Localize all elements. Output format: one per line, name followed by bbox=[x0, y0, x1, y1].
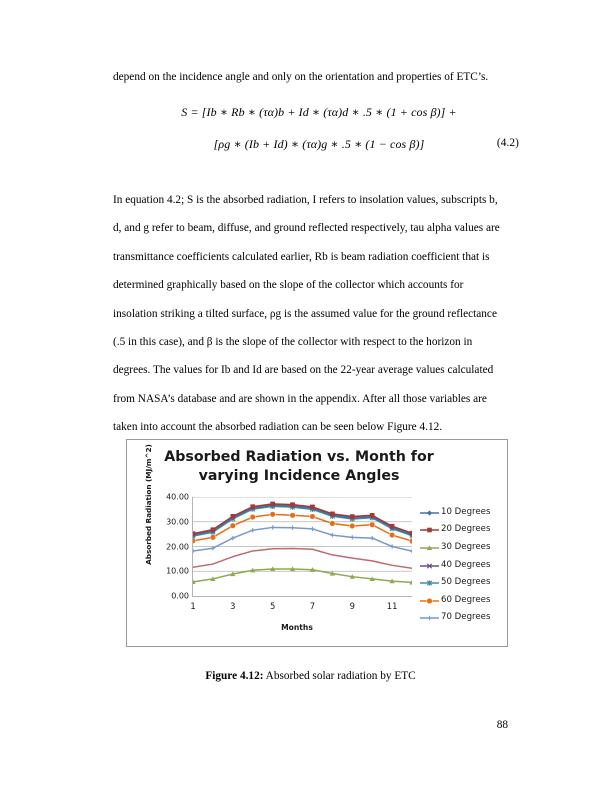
chart-title-line-2: varying Incidence Angles bbox=[198, 468, 400, 484]
series-line bbox=[193, 548, 412, 568]
data-point-circle bbox=[409, 538, 412, 544]
equation-4-2 bbox=[113, 105, 519, 152]
legend-item[interactable] bbox=[419, 503, 509, 521]
data-point-circle bbox=[427, 598, 433, 604]
x-axis-tick-label: 7 bbox=[309, 601, 316, 611]
data-point-diamond bbox=[427, 510, 432, 515]
x-axis-tick-label: 1 bbox=[190, 601, 196, 611]
data-point-circle bbox=[330, 521, 336, 527]
legend-item[interactable] bbox=[419, 609, 509, 627]
y-axis-tick-label: 40.00 bbox=[166, 492, 189, 502]
x-axis-tick-label: 5 bbox=[269, 601, 276, 611]
y-axis-tick-label: 0.00 bbox=[171, 591, 189, 601]
data-point-circle bbox=[310, 514, 316, 520]
data-point-square bbox=[390, 524, 395, 529]
legend-marker-triangle-icon bbox=[419, 541, 440, 553]
explanatory-paragraph bbox=[113, 186, 508, 442]
y-axis-tick-label: 30.00 bbox=[166, 517, 189, 527]
equation-line-1: S = [Ib ∗ Rb ∗ (τα)b + Id ∗ (τα)d ∗ .5 ∗ (1 + cos β)] + bbox=[181, 105, 457, 119]
figure-caption-label: Figure 4.12: bbox=[205, 670, 264, 682]
data-point-circle bbox=[250, 514, 256, 520]
data-point-square bbox=[370, 513, 375, 518]
paragraph-text: In equation 4.2; S is the absorbed radiation, I refers to insolation values, subscripts b, d, and g refer to beam, diffuse, and ground reflected respectively, tau alpha values are transmittance coefficients calculated earlier, Rb is beam radiation coefficient that is determined graphically based on the slope of the collector which accounts for insolation striking a tilted surface, ρg is the assumed value for the ground reflectance (.5 in this case), and β is the slope of the collector with respect to the horizon in degrees. The values for Ib and Id are based on the 22-year average values calculated from NASA’s database and are shown in the appendix. After all those variables are taken into account the absorbed radiation can be seen below Figure 4.12. bbox=[113, 194, 500, 434]
legend-marker-asterisk-icon bbox=[419, 576, 440, 588]
x-axis-tick-label: 9 bbox=[349, 601, 355, 611]
legend-label: 20 Degrees bbox=[441, 524, 491, 535]
data-point-square bbox=[270, 502, 275, 507]
data-point-square bbox=[231, 514, 236, 519]
y-axis-tick-label: 20.00 bbox=[166, 542, 189, 551]
data-point-square bbox=[250, 504, 255, 509]
legend-marker-plus-icon bbox=[419, 611, 440, 623]
legend-item[interactable] bbox=[419, 556, 509, 574]
equation-number: (4.2) bbox=[496, 137, 519, 149]
chart-title bbox=[149, 448, 449, 486]
legend-marker-cross-icon bbox=[419, 559, 440, 571]
chart-title-line-1: Absorbed Radiation vs. Month for bbox=[164, 449, 434, 465]
legend-item[interactable] bbox=[419, 591, 509, 609]
data-point-square bbox=[410, 531, 412, 536]
plot-area bbox=[166, 492, 412, 611]
x-axis-tick-label: 3 bbox=[230, 601, 236, 611]
page-number: 88 bbox=[496, 719, 508, 731]
data-point-circle bbox=[290, 513, 296, 519]
series-30-degrees bbox=[193, 566, 412, 584]
data-point-circle bbox=[193, 538, 196, 544]
data-point-square bbox=[427, 528, 432, 533]
legend-label: 40 Degrees bbox=[441, 559, 491, 570]
y-axis-title: Absorbed Radiation (MJ/m^2) bbox=[144, 444, 153, 565]
equation-line-2 bbox=[125, 137, 519, 152]
equation-line-2-text: [ρg ∗ (Ib + Id) ∗ (τα)g ∗ .5 ∗ (1 − cos β)] bbox=[213, 137, 425, 151]
plot-lines bbox=[193, 497, 412, 596]
figure-caption-text: Absorbed solar radiation by ETC bbox=[263, 670, 416, 682]
legend-label: 70 Degrees bbox=[441, 612, 491, 623]
data-point-circle bbox=[270, 512, 276, 518]
y-axis-tick-label: 10.00 bbox=[166, 566, 189, 576]
legend-marker-square-icon bbox=[419, 523, 440, 535]
x-axis-tick-label: 11 bbox=[386, 601, 398, 611]
legend-marker-diamond-icon bbox=[419, 506, 440, 518]
figure-caption bbox=[113, 670, 508, 682]
series-diffuse-band bbox=[193, 548, 412, 568]
data-point-square bbox=[193, 531, 195, 536]
legend-label: 30 Degrees bbox=[441, 541, 491, 552]
data-point-square bbox=[290, 502, 295, 507]
legend-item[interactable] bbox=[419, 573, 509, 591]
data-point-circle bbox=[369, 522, 375, 528]
data-point-circle bbox=[210, 535, 216, 541]
legend-marker-circle-icon bbox=[419, 594, 440, 606]
data-point-circle bbox=[389, 532, 395, 538]
data-point-square bbox=[350, 514, 355, 519]
legend-item[interactable] bbox=[419, 538, 509, 556]
x-axis-title: Months bbox=[281, 623, 313, 632]
legend-item[interactable] bbox=[419, 521, 509, 539]
series-line bbox=[193, 527, 412, 551]
intro-paragraph: depend on the incidence angle and only on the orientation and properties of ETC’s. bbox=[113, 71, 489, 83]
chart-legend bbox=[419, 503, 509, 626]
data-point-square bbox=[310, 505, 315, 510]
data-point-square bbox=[330, 512, 335, 517]
legend-label: 60 Degrees bbox=[441, 594, 491, 605]
legend-label: 10 Degrees bbox=[441, 506, 491, 517]
legend-label: 50 Degrees bbox=[441, 577, 491, 588]
data-point-square bbox=[211, 527, 216, 532]
data-point-circle bbox=[349, 523, 355, 529]
chart-figure bbox=[126, 439, 508, 647]
data-point-circle bbox=[230, 523, 236, 529]
